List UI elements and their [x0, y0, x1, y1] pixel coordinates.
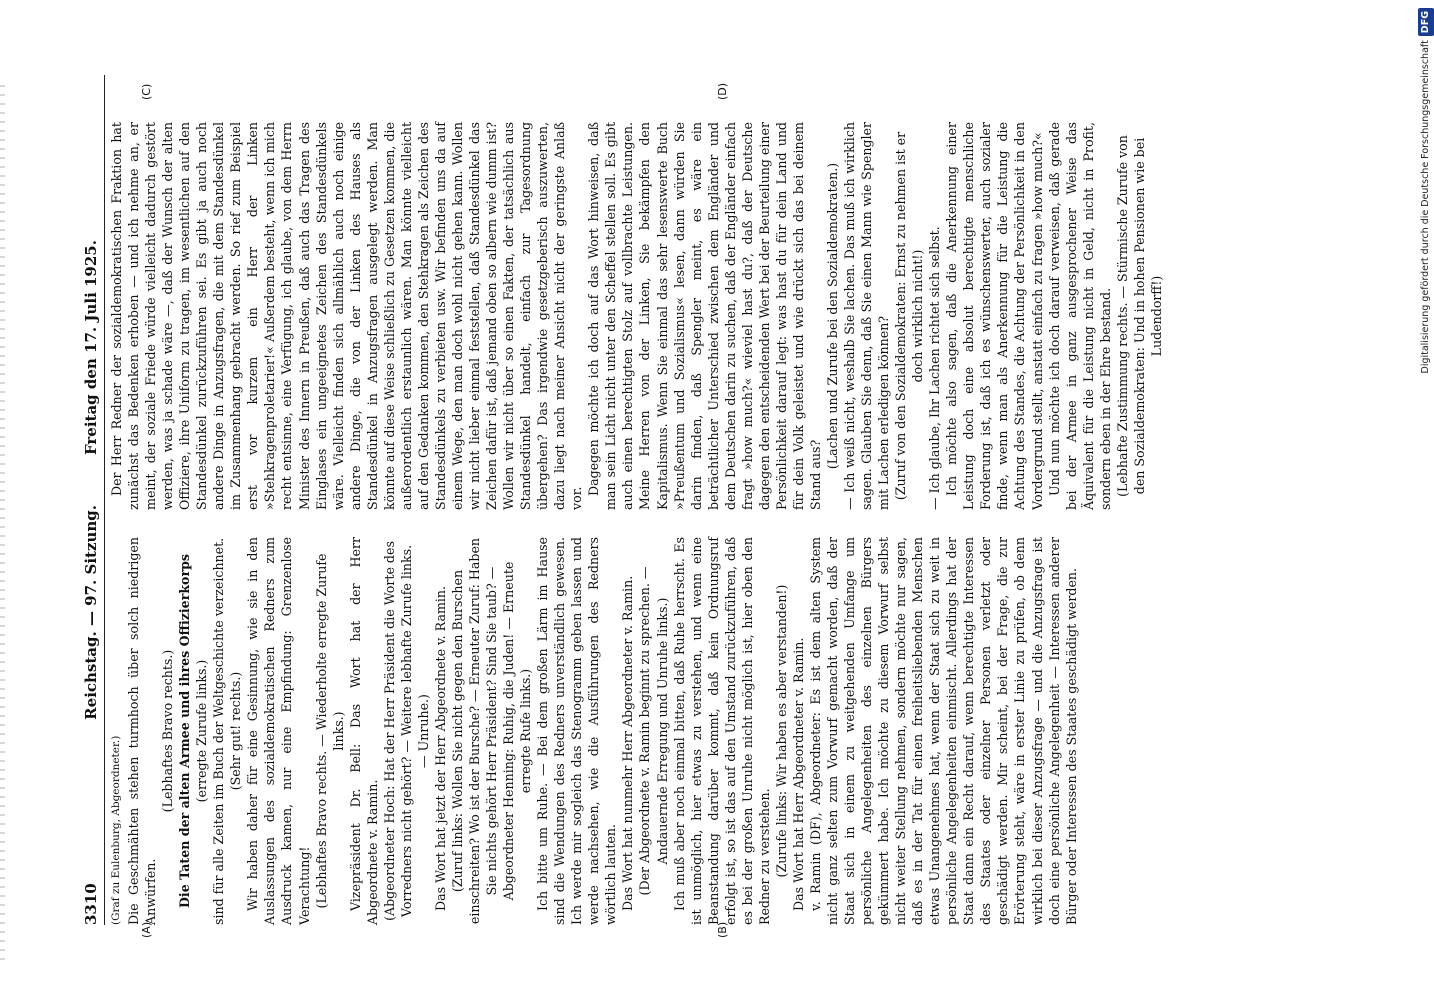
paragraph: Dagegen möchte ich doch auf das Wort hinweisen, daß man sein Licht nicht unter den Scheffel stellen soll. Es gibt auch einen berechtigten Stolz auf vollbrachte Leistungen. Meine Herren von der Linken, Sie bekämpfen den Kapitalismus. Wenn Sie einmal das sehr lesenswerte Buch »Preußentum und Sozialismus« lesen, dann würden Sie darin finden, daß Spengler meint, es wäre ein beträchtlicher Unterschied zwischen dem Engländer und dem Deutschen darin zu suchen, daß der Engländer einfach fragt »how much?« wieviel hast du?, daß der Deutsche dagegen den entscheidenden Wert bei der Beurteilung einer Persönlichkeit darauf legt: was hast du für dein Land und für dein Volk geleistet und wie drückt sich das bei deinem Stand aus?: [586, 122, 823, 510]
margin-marker-c: (C): [140, 83, 153, 100]
scan-edge-speckle: [0, 80, 5, 960]
interjection: (Zurufe links: Wir haben es aber verstanden!): [773, 584, 789, 878]
margin-marker-a: (A): [140, 921, 153, 938]
interjection: (Abgeordneter Hoch: Hat der Herr Präsident die Worte des Vorredners nicht gehört? — Weitere lebhafte Zurufe links. — Unruhe.): [381, 541, 431, 921]
session-date: Freitag den 17. Juli 1925.: [82, 240, 100, 455]
page-header: [82, 75, 108, 925]
paragraph: Die Geschmähten stehen turmhoch über solch niedrigen Anwürfen.: [126, 537, 159, 925]
paragraph: Das Wort hat nunmehr Herr Abgeordneter v. Ramin.: [620, 575, 636, 911]
credit-text: Digitalisierung gefördert durch die Deutsche Forschungsgemeinschaft: [1420, 40, 1431, 374]
digitization-credit: [1418, 8, 1434, 992]
interjection: (Zuruf links: Wollen Sie nicht gegen den Burschen einschreiten? Wo ist der Bursche? — Erneuter Zuruf: Haben Sie nichts gehört Herr Präsident? Sind Sie taub? — Abgeordneter Henning: Ruhig, die Juden! — Erneute erregte Rufe links.): [449, 537, 534, 925]
interjection: (Lachen und Zurufe bei den Sozialdemokraten.): [824, 162, 840, 470]
interjection: (Lebhaftes Bravo rechts.): [160, 649, 176, 813]
paragraph: — Ich weiß nicht, weshalb Sie lachen. Das muß ich wirklich sagen. Glauben Sie denn, daß Sie einen Mann wie Spengler mit Lachen erledigen können?: [842, 122, 892, 510]
header-rule: [104, 75, 105, 925]
page-number: 3310: [82, 883, 100, 925]
interjection: (Lebhaftes Bravo rechts. — Wiederholte erregte Zurufe links.): [313, 553, 346, 909]
margin-marker-d: (D): [716, 82, 729, 100]
paragraph: Das Wort hat jetzt der Herr Abgeordnete v. Ramin.: [432, 585, 448, 911]
interjection: (Zuruf von den Sozialdemokraten: Ernst zu nehmen ist er doch wirklich nicht!): [893, 131, 926, 501]
paragraph: — Ich glaube, Ihr Lachen richtet sich selbst.: [927, 226, 943, 510]
paragraph: Das Wort hat Herr Abgeordneter v. Ramin.: [790, 637, 806, 911]
paragraph: Und nun möchte ich doch darauf verweisen, daß gerade bei der Armee in ganz ausgesprochener Weise das Äquivalent für die Leistung nicht in Geld, nicht in Profit, sondern eben in der Ehre bestand.: [1046, 122, 1113, 510]
right-column: [108, 122, 1164, 510]
paragraph: Ich muß aber noch einmal bitten, daß Ruhe herrscht. Es ist unmöglich, hier etwas zu verstehen, und wenn eine Beanstandung darüber kommt, daß kein Ordnungsruf erfolgt ist, so ist das auf den Umstand zurückzuführen, daß es bei der großen Unruhe nicht möglich ist, hier oben den Redner zu verstehen.: [671, 537, 772, 925]
interjection: (Sehr gut! rechts.): [228, 671, 244, 791]
session-title: Reichstag. — 97. Sitzung.: [82, 505, 100, 720]
left-column: [108, 537, 1079, 925]
speaker-continuation: (Graf zu Eulenburg, Abgeordneter.): [110, 735, 122, 925]
paragraph: Vizepräsident Dr. Bell: Das Wort hat der Herr Abgeordnete v. Ramin.: [347, 537, 380, 925]
paragraph: Ich bitte um Ruhe. — Bei dem großen Lärm im Hause sind die Wendungen des Redners unverständlich gewesen. Ich werde mir sogleich das Stenogramm geben lassen und werde nachsehen, wie die Ausführungen des Redners wörtlich lauten.: [535, 537, 619, 925]
dfg-logo: DFG: [1418, 8, 1434, 36]
margin-marker-b: (B): [716, 921, 729, 938]
interjection: (erregte Zurufe links.): [194, 659, 210, 803]
paragraph: sind für alle Zeiten im Buch der Weltgeschichte verzeichnet.: [211, 537, 227, 925]
paragraph: Ich möchte also sagen, daß die Anerkennung einer Leistung doch eine absolut berechtigte menschliche Forderung ist, daß ich es wünschenswerter, auch sozialer finde, wenn man als Anerkennung für die Leistung die Achtung des Standes, die Achtung der Persönlichkeit in den Vordergrund stellt, anstatt einfach zu fragen »how much?«: [944, 122, 1045, 510]
paragraph: Der Herr Redner der sozialdemokratischen Fraktion hat zunächst das Bedenken erhoben — und ich nehme an, er meint, der soziale Friede würde vielleicht dadurch gestört werden, was ja schade wäre —, daß der Wunsch der alten Offiziere, ihre Uniform zu tragen, im wesentlichen auf den Standesdünkel zurückzuführen sei. Es gibt ja auch noch andere Dinge in Anzugsfragen, die mit dem Standesdünkel im Zusammenhang gebracht werden. So rief zum Beispiel erst vor kurzem ein Herr der Linken »Stehkragenproletarier!« Außerdem besteht, wenn ich mich recht entsinne, eine Verfügung, ich glaube, von dem Herrn Minister des Innern in Preußen, daß auch das Tragen des Einglases ein ungeeignetes Zeichen des Standesdünkels wäre. Vielleicht finden sich allmählich auch noch einige andere Dinge, die von der Linken des Hauses als Standesdünkel in Anzugsfragen ausgelegt werden. Man könnte auf diese Weise schließlich zu Gesetzen kommen, die außerordentlich erstaunlich wären. Man könnte vielleicht auf den Gedanken kommen, den Stehkragen als Zeichen des Standesdünkels zu verbieten usw. Wir befinden uns da auf einem Wege, den man doch wohl nicht gehen kann. Wollen wir nicht lieber einmal feststellen, daß Standesdünkel das Zeichen dafür ist, daß jemand oben so albern wie dumm ist? Wollen wir nicht über so einen Fakten, der tatsächlich aus Standesdünkel handelt, einfach zur Tagesordnung übergehen? Das irgendwie gesetzgeberisch auszuwerten, dazu liegt nach meiner Ansicht nicht der geringste Anlaß vor.: [109, 122, 585, 510]
interjection: (Lebhafte Zustimmung rechts. — Stürmische Zurufe von den Sozialdemokraten: Und in hohen Pensionen wie bei Ludendorff!): [1114, 135, 1164, 497]
paragraph: Die Taten der alten Armee und ihres Offizierkorps: [177, 554, 193, 908]
interjection: (Der Abgeordnete v. Ramin beginnt zu sprechen. — Andauernde Erregung und Unruhe links.): [637, 566, 670, 896]
paragraph: Wir haben daher für eine Gesinnung, wie sie in den Auslassungen des sozialdemokratischen Redners zum Ausdruck kamen, nur eine Empfindung: Grenzenlose Verachtung!: [245, 537, 312, 925]
paragraph: v. Ramin (DF), Abgeordneter: Es ist dem alten System nicht ganz selten zum Vorwurf gemacht worden, daß der Staat sich in einem zu weitgehenden Umfange um persönliche Angelegenheiten des einzelnen Bürgers gekümmert habe. Ich möchte zu diesem Vorwurf selbst nicht weiter Stellung nehmen, sondern möchte nur sagen, daß es in der Tat für einen freiheitsliebenden Menschen etwas Unangenehmes hat, wenn der Staat sich zu weit in persönliche Angelegenheiten einmischt. Allerdings hat der Staat dann ein Recht darauf, wenn berechtigte Interessen des Staates oder einzelner Personen verletzt oder geschädigt werden. Mir scheint, bei der Frage, die zur Erörterung steht, wäre in erster Linie zu prüfen, ob denn wirklich bei dieser Anzugsfrage — und die Anzugsfrage ist doch eine persönliche Angelegenheit — Interessen anderer Bürger oder Interessen des Staates geschädigt werden.: [807, 537, 1079, 925]
